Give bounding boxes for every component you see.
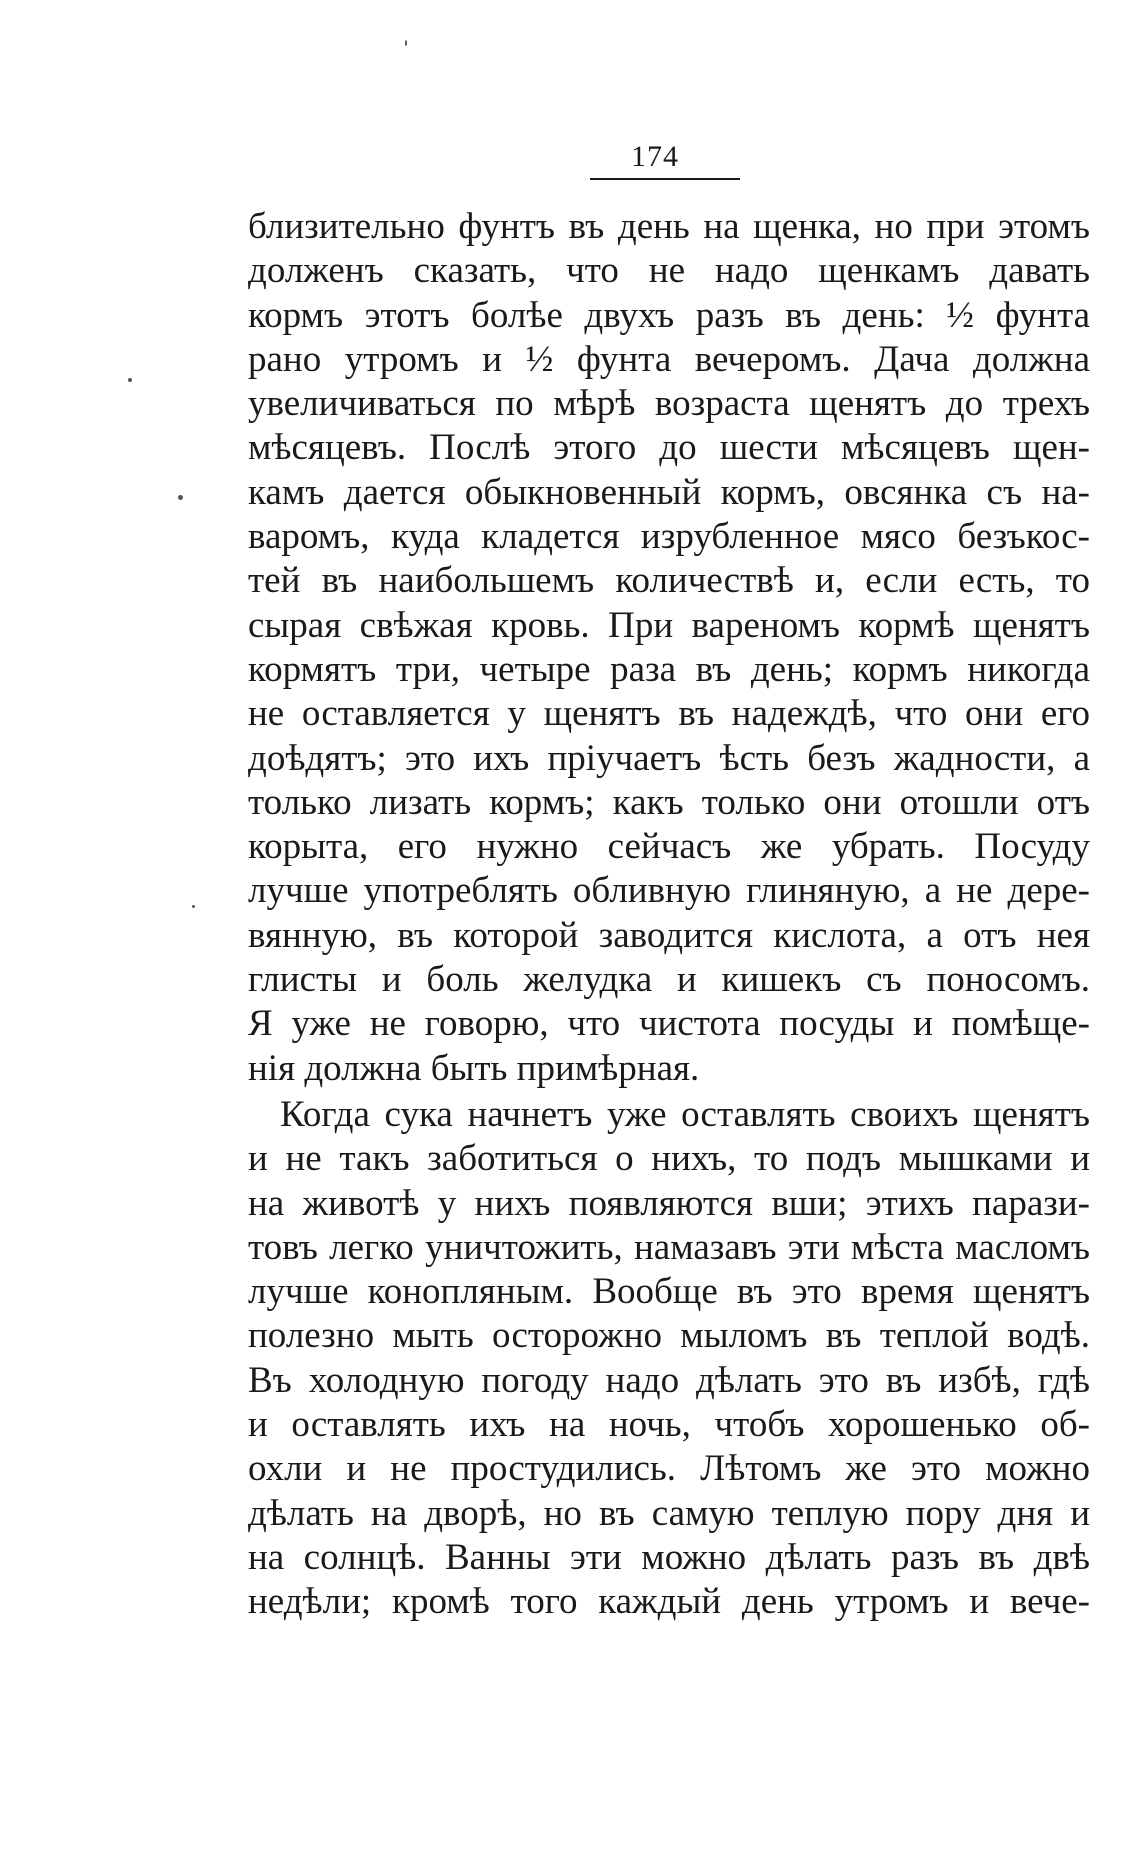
scan-speck bbox=[178, 495, 183, 500]
text-line: долженъ сказать, что не надо щенкамъ давать bbox=[248, 250, 1090, 292]
paragraph bbox=[248, 1093, 1090, 1625]
text-line: охли и не простудились. Лѣтомъ же это можно bbox=[248, 1448, 1090, 1490]
text-line: Въ холодную погоду надо дѣлать это въ избѣ, гдѣ bbox=[248, 1359, 1090, 1401]
text-line: близительно фунтъ въ день на щенка, но при этомъ bbox=[248, 206, 1090, 247]
text-line: вянную, въ которой заводится кислота, а отъ нея bbox=[248, 914, 1090, 956]
text-line: недѣли; кромѣ того каждый день утромъ и вече- bbox=[248, 1581, 1090, 1623]
text-line: варомъ, куда кладется изрубленное мясо безъкос- bbox=[248, 516, 1090, 558]
text-line: товъ легко уничтожить, намазавъ эти мѣста масломъ bbox=[248, 1226, 1090, 1268]
scan-speck bbox=[192, 905, 195, 908]
text-line: Когда сука начнетъ уже оставлять своихъ щенятъ bbox=[280, 1093, 1090, 1135]
text-line: сырая свѣжая кровь. При вареномъ кормѣ щенятъ bbox=[248, 604, 1090, 646]
text-line: кормъ этотъ болѣе двухъ разъ въ день: ½ фунта bbox=[248, 294, 1090, 336]
page-number: 174 bbox=[631, 140, 679, 173]
text-line: не оставляется у щенятъ въ надеждѣ, что они его bbox=[248, 693, 1090, 735]
text-line: мѣсяцевъ. Послѣ этого до шести мѣсяцевъ щен- bbox=[248, 427, 1090, 469]
scan-speck bbox=[405, 40, 407, 46]
text-line: корыта, его нужно сейчасъ же убрать. Посуду bbox=[248, 826, 1090, 868]
text-line: на солнцѣ. Ванны эти можно дѣлать разъ въ двѣ bbox=[248, 1536, 1090, 1578]
text-line: на животѣ у нихъ появляются вши; этихъ парази- bbox=[248, 1182, 1090, 1224]
text-line: лучше конопляным. Вообще въ это время щенятъ bbox=[248, 1271, 1090, 1313]
text-line: кормятъ три, четыре раза въ день; кормъ никогда bbox=[248, 648, 1090, 690]
text-line: тей въ наибольшемъ количествѣ и, если есть, то bbox=[248, 560, 1090, 602]
scan-speck bbox=[128, 378, 132, 382]
text-line: дѣлать на дворѣ, но въ самую теплую пору дня и bbox=[248, 1492, 1090, 1534]
text-line: Я уже не говорю, что чистота посуды и помѣще- bbox=[248, 1003, 1090, 1045]
page-number-rule bbox=[590, 178, 740, 180]
text-line: и не такъ заботиться о нихъ, то подъ мышками и bbox=[248, 1138, 1090, 1180]
text-line: доѣдятъ; это ихъ пріучаетъ ѣсть безъ жадности, а bbox=[248, 737, 1090, 779]
text-line: лучше употреблять обливную глиняную, а не дере- bbox=[248, 870, 1090, 912]
text-line: камъ дается обыкновенный кормъ, овсянка съ на- bbox=[248, 471, 1090, 513]
text-line: полезно мыть осторожно мыломъ въ теплой водѣ. bbox=[248, 1315, 1090, 1357]
text-line: только лизать кормъ; какъ только они отошли отъ bbox=[248, 781, 1090, 823]
text-line: и оставлять ихъ на ночь, чтобъ хорошенько об- bbox=[248, 1404, 1090, 1446]
body-text bbox=[248, 205, 1090, 1625]
text-line: увеличиваться по мѣрѣ возраста щенятъ до трехъ bbox=[248, 383, 1090, 425]
text-line: рано утромъ и ½ фунта вечеромъ. Дача должна bbox=[248, 338, 1090, 380]
paragraph bbox=[248, 205, 1090, 1091]
text-line: глисты и боль желудка и кишекъ съ поносомъ. bbox=[248, 959, 1090, 1001]
text-line: нія должна быть примѣрная. bbox=[248, 1047, 700, 1089]
